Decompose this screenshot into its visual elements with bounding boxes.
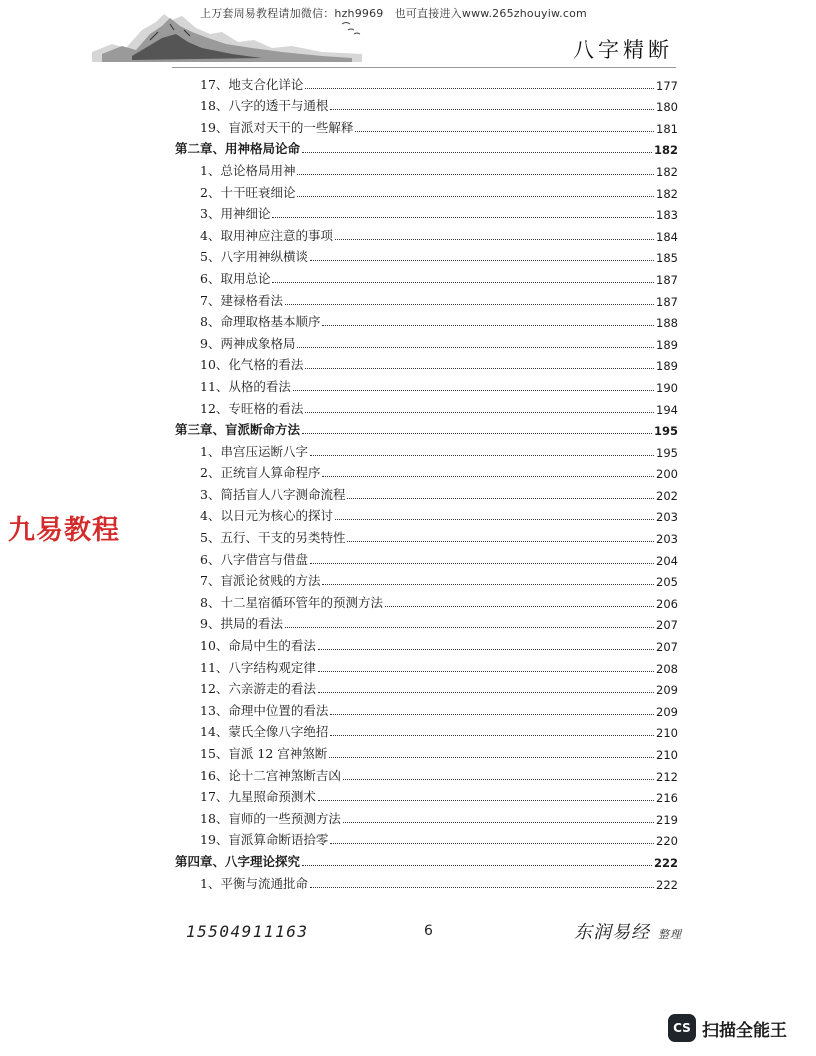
dot-leader xyxy=(347,498,654,499)
page-number: 6 xyxy=(424,923,433,939)
toc-entry-page: 219 xyxy=(656,812,678,827)
toc-entry-label: 5、五行、干支的另类特性 xyxy=(200,530,346,546)
side-watermark: 九易教程 xyxy=(8,515,120,546)
toc-section-row xyxy=(170,805,678,827)
toc-section-row xyxy=(170,93,678,115)
toc-section-row xyxy=(170,589,678,611)
dot-leader xyxy=(302,865,652,866)
scanner-badge xyxy=(668,1014,787,1042)
dot-leader xyxy=(335,239,654,240)
dot-leader xyxy=(305,412,654,413)
toc-entry-label: 第二章、用神格局论命 xyxy=(175,141,301,157)
toc-section-row xyxy=(170,222,678,244)
toc-section-row xyxy=(170,179,678,201)
toc-section-row xyxy=(170,265,678,287)
toc-entry-label: 19、盲派对天干的一些解释 xyxy=(200,119,354,135)
dot-leader xyxy=(335,519,654,520)
dot-leader xyxy=(385,606,654,607)
toc-entry-page: 195 xyxy=(656,445,678,460)
toc-section-row xyxy=(170,352,678,374)
toc-chapter-row xyxy=(170,848,678,870)
toc-section-row xyxy=(170,460,678,482)
camscanner-icon: CS xyxy=(668,1014,696,1042)
toc-section-row xyxy=(170,740,678,762)
toc-entry-page: 190 xyxy=(656,380,678,395)
toc-entry-page: 180 xyxy=(656,100,678,115)
toc-section-row xyxy=(170,827,678,849)
dot-leader xyxy=(330,109,654,110)
toc-entry-label: 19、盲派算命断语拾零 xyxy=(200,832,329,848)
toc-entry-label: 11、从格的看法 xyxy=(200,378,291,394)
toc-entry-page: 184 xyxy=(656,229,678,244)
toc-entry-page: 212 xyxy=(656,769,678,784)
toc-entry-page: 202 xyxy=(656,488,678,503)
header-watermark: 上万套周易教程请加微信：hzh9969 也可直接进入www.265zhouyiw.com xyxy=(200,7,587,20)
toc-entry-page: 207 xyxy=(656,640,678,655)
dot-leader xyxy=(318,800,654,801)
toc-section-row xyxy=(170,611,678,633)
dot-leader xyxy=(343,822,654,823)
toc-section-row xyxy=(170,71,678,93)
toc-entry-label: 4、取用神应注意的事项 xyxy=(200,227,333,243)
toc-section-row xyxy=(170,719,678,741)
toc-entry-page: 210 xyxy=(656,726,678,741)
dot-leader xyxy=(330,714,654,715)
toc-section-row xyxy=(170,676,678,698)
toc-entry-page: 220 xyxy=(656,834,678,849)
signature-name: 东润易经 xyxy=(574,922,650,943)
toc-chapter-row xyxy=(170,417,678,439)
toc-entry-page: 222 xyxy=(656,877,678,892)
toc-entry-page: 182 xyxy=(656,186,678,201)
toc-entry-page: 209 xyxy=(656,704,678,719)
toc-entry-page: 206 xyxy=(656,596,678,611)
toc-entry-label: 14、蒙氏全像八字绝招 xyxy=(200,724,329,740)
toc-entry-page: 207 xyxy=(656,618,678,633)
book-title: 八字精断 xyxy=(573,38,673,62)
dot-leader xyxy=(347,541,654,542)
toc-entry-label: 2、十干旺衰细论 xyxy=(200,184,296,200)
toc-entry-label: 17、九星照命预测术 xyxy=(200,789,316,805)
toc-entry-label: 1、总论格局用神 xyxy=(200,162,296,178)
toc-section-row xyxy=(170,373,678,395)
dot-leader xyxy=(310,455,654,456)
toc-entry-label: 8、十二星宿循环管年的预测方法 xyxy=(200,594,383,610)
dot-leader xyxy=(302,152,652,153)
toc-section-row xyxy=(170,244,678,266)
dot-leader xyxy=(330,843,654,844)
toc-entry-page: 189 xyxy=(656,337,678,352)
dot-leader xyxy=(318,649,654,650)
footer-phone: 15504911163 xyxy=(186,922,309,941)
toc-entry-label: 15、盲派 12 宫神煞断 xyxy=(200,746,328,761)
toc-section-row xyxy=(170,157,678,179)
toc-section-row xyxy=(170,654,678,676)
toc-entry-page: 210 xyxy=(656,748,678,762)
dot-leader xyxy=(272,217,654,218)
toc-section-row xyxy=(170,330,678,352)
toc-entry-page: 185 xyxy=(656,251,678,266)
toc-entry-page: 194 xyxy=(656,402,678,417)
dot-leader xyxy=(318,692,654,693)
toc-entry-page: 222 xyxy=(653,855,678,870)
toc-entry-page: 177 xyxy=(656,78,678,93)
toc-entry-page: 203 xyxy=(656,532,678,547)
dot-leader xyxy=(305,368,654,369)
toc-entry-label: 4、以日元为核心的探讨 xyxy=(200,508,333,524)
toc-entry-label: 5、八字用神纵横谈 xyxy=(200,249,308,265)
toc-entry-page: 187 xyxy=(656,294,678,309)
toc-entry-label: 10、化气格的看法 xyxy=(200,357,304,373)
scanner-label: 扫描全能王 xyxy=(702,1020,787,1041)
toc-entry-label: 11、八字结构观定律 xyxy=(200,659,316,675)
toc-entry-label: 17、地支合化详论 xyxy=(200,76,304,92)
dot-leader xyxy=(297,347,654,348)
toc-entry-label: 第四章、八字理论探究 xyxy=(175,853,301,869)
toc-entry-label: 2、正统盲人算命程序 xyxy=(200,465,321,481)
toc-entry-label: 3、用神细论 xyxy=(200,206,271,222)
toc-section-row xyxy=(170,287,678,309)
dot-leader xyxy=(355,131,654,132)
toc-section-row xyxy=(170,309,678,331)
dot-leader xyxy=(343,779,654,780)
toc-entry-page: 189 xyxy=(656,359,678,374)
toc-chapter-row xyxy=(170,136,678,158)
toc-entry-label: 13、命理中位置的看法 xyxy=(200,702,329,718)
toc-section-row xyxy=(170,395,678,417)
toc-section-row xyxy=(170,546,678,568)
dot-leader xyxy=(330,735,654,736)
toc-section-row xyxy=(170,762,678,784)
dot-leader xyxy=(305,88,654,89)
toc-section-row xyxy=(170,784,678,806)
toc-entry-label: 9、拱局的看法 xyxy=(200,616,283,632)
toc-entry-page: 200 xyxy=(656,467,678,482)
toc-entry-label: 6、八字借宫与借盘 xyxy=(200,551,308,567)
dot-leader xyxy=(285,304,654,305)
toc-entry-page: 209 xyxy=(656,683,678,698)
toc-entry-label: 10、命局中生的看法 xyxy=(200,638,316,654)
toc-entry-page: 208 xyxy=(656,661,678,676)
toc-entry-label: 8、命理取格基本顺序 xyxy=(200,314,321,330)
toc-section-row xyxy=(170,503,678,525)
toc-section-row xyxy=(170,697,678,719)
dot-leader xyxy=(293,390,654,391)
toc-entry-label: 12、六亲游走的看法 xyxy=(200,681,316,697)
footer-signature xyxy=(574,918,682,944)
dot-leader xyxy=(322,476,654,477)
toc-section-row xyxy=(170,114,678,136)
dot-leader xyxy=(302,433,652,434)
signature-note: 整理 xyxy=(658,928,682,941)
toc-entry-page: 203 xyxy=(656,510,678,525)
toc-entry-page: 216 xyxy=(656,791,678,806)
toc-entry-page: 181 xyxy=(656,121,678,136)
toc-section-row xyxy=(170,481,678,503)
toc-section-row xyxy=(170,568,678,590)
toc-entry-page: 187 xyxy=(656,272,678,287)
toc-entry-page: 182 xyxy=(653,143,678,158)
toc-entry-label: 16、论十二宫神煞断吉凶 xyxy=(200,767,341,783)
toc-entry-label: 18、八字的透干与通根 xyxy=(200,98,329,114)
dot-leader xyxy=(272,282,654,283)
toc-entry-page: 188 xyxy=(656,316,678,331)
toc-section-row xyxy=(170,632,678,654)
toc-entry-label: 1、串宫压运断八字 xyxy=(200,443,308,459)
toc-section-row xyxy=(170,524,678,546)
toc-section-row xyxy=(170,870,678,892)
toc-entry-label: 18、盲师的一些预测方法 xyxy=(200,810,341,826)
toc-entry-page: 205 xyxy=(656,575,678,590)
toc-entry-page: 204 xyxy=(656,553,678,568)
toc-entry-label: 7、盲派论贫贱的方法 xyxy=(200,573,321,589)
toc-entry-label: 9、两神成象格局 xyxy=(200,335,296,351)
dot-leader xyxy=(318,671,654,672)
toc-entry-label: 第三章、盲派断命方法 xyxy=(175,422,301,438)
dot-leader xyxy=(285,627,654,628)
toc-section-row xyxy=(170,201,678,223)
dot-leader xyxy=(310,887,654,888)
dot-leader xyxy=(322,584,654,585)
toc-entry-label: 3、简括盲人八字测命流程 xyxy=(200,486,346,502)
toc-entry-label: 12、专旺格的看法 xyxy=(200,400,304,416)
header-rule xyxy=(172,67,676,68)
dot-leader xyxy=(310,563,654,564)
toc-entry-page: 182 xyxy=(656,164,678,179)
table-of-contents xyxy=(170,71,678,892)
toc-entry-page: 195 xyxy=(653,424,678,439)
toc-entry-label: 7、建禄格看法 xyxy=(200,292,283,308)
dot-leader xyxy=(322,325,654,326)
toc-section-row xyxy=(170,438,678,460)
dot-leader xyxy=(310,260,654,261)
toc-entry-label: 6、取用总论 xyxy=(200,270,271,286)
dot-leader xyxy=(297,174,654,175)
toc-entry-page: 183 xyxy=(656,208,678,223)
dot-leader xyxy=(329,757,654,758)
dot-leader xyxy=(297,196,654,197)
toc-entry-label: 1、平衡与流通批命 xyxy=(200,875,308,891)
